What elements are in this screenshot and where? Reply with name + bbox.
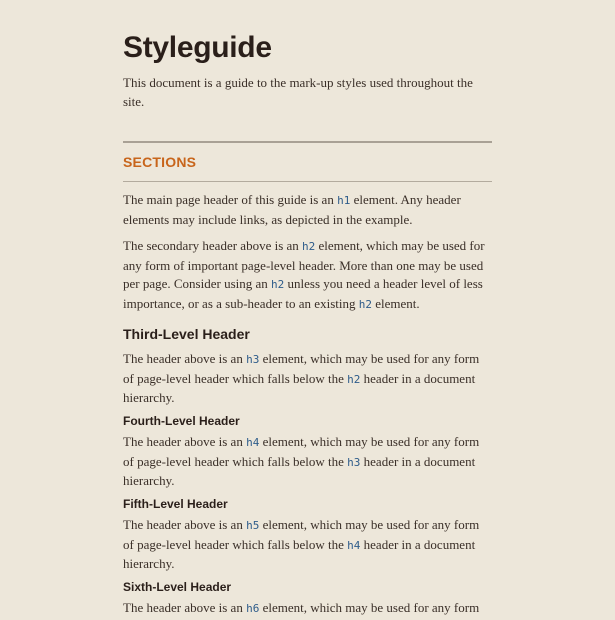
h1-code: h1 (337, 194, 351, 207)
h2-code: h2 (347, 372, 361, 386)
fourth-level-header: Fourth-Level Header (123, 414, 240, 428)
h3-code: h3 (246, 353, 260, 366)
h4-description: The header above is an h4 element, which may be used for any form of page-level header which falls below the h3 header in a document hierarchy. (123, 434, 480, 488)
page-title: Styleguide (123, 31, 272, 64)
h4-code: h4 (246, 436, 260, 449)
h4-code: h4 (347, 538, 361, 552)
h1-description: The main page header of this guide is an h1 element. Any header elements may include links, as depicted in the example. (123, 192, 461, 227)
h2-code: h2 (302, 240, 316, 253)
h2-code: h2 (271, 278, 285, 291)
section-divider-top (123, 141, 492, 143)
h3-description: The header above is an h3 element, which may be used for any form of page-level header which falls below the h2 header in a document hierarchy. (123, 351, 480, 405)
h5-code: h5 (246, 519, 260, 532)
sections-heading: SECTIONS (123, 154, 197, 170)
intro-text: This document is a guide to the mark-up styles used throughout the site. (123, 75, 473, 109)
h2-code: h2 (358, 297, 372, 311)
h6-description: The header above is an h6 element, which may be used for any form (123, 600, 480, 615)
third-level-header: Third-Level Header (123, 326, 250, 342)
sixth-level-header: Sixth-Level Header (123, 580, 232, 594)
h6-code: h6 (246, 602, 260, 615)
h2-description: The secondary header above is an h2 element, which may be used for any form of important page-level header. More than one may be used per page. Consider using an h2 unless you need a header level of less importance, or as a sub-header to an existing h2 element. (123, 238, 485, 311)
h3-code: h3 (347, 455, 361, 469)
section-divider-bottom (123, 181, 492, 182)
fifth-level-header: Fifth-Level Header (123, 497, 228, 511)
h5-description: The header above is an h5 element, which may be used for any form of page-level header which falls below the h4 header in a document hierarchy. (123, 517, 480, 571)
